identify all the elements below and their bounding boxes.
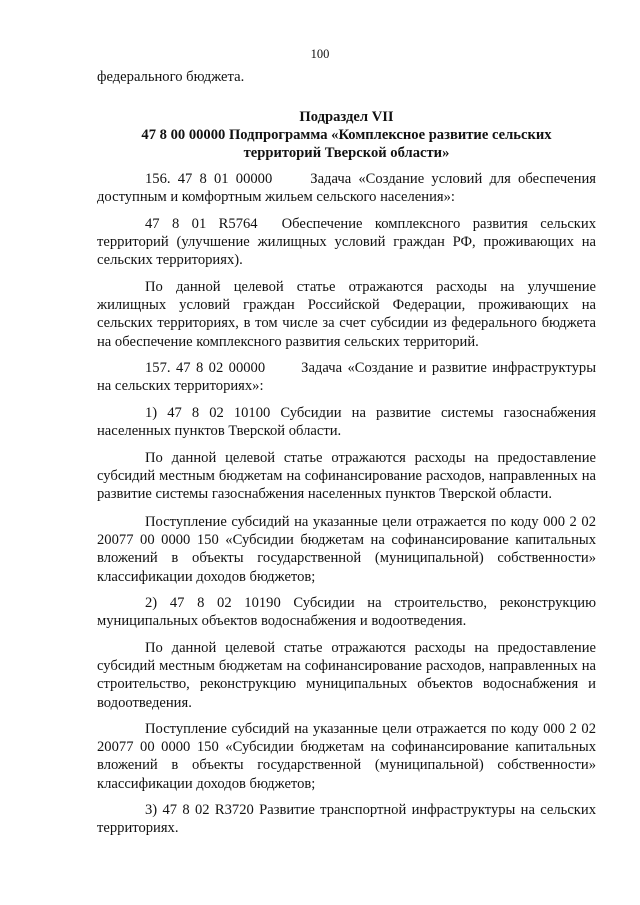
text-157: Задача «Создание и развитие инфраструктуры на сельских территориях»: <box>97 360 596 395</box>
subprogram-title: 47 8 00 00000 Подпрограмма «Комплексное развитие сельских территорий Тверской области» <box>141 127 552 161</box>
carryover-fragment: федерального бюджета. <box>97 69 245 85</box>
code-r5764: 47 8 01 R5764 <box>145 216 258 232</box>
description-r5764: По данной целевой статье отражаются расходы на улучшение жилищных условий граждан Российской Федерации, проживающих на сельских территориях, в том числе за счет субсидии из федерального бюджета на обеспечение комплексного развития сельских территорий. <box>97 279 596 350</box>
article-r5764 <box>97 215 596 270</box>
subsection-title: Подраздел VII <box>299 109 394 125</box>
subitem-2-income: Поступление субсидий на указанные цели отражается по коду 000 2 02 20077 00 0000 150 «Субсидии бюджетам на софинансирование капитальных вложений в объекты государственной (муниципальной) собственности» классификации доходов бюджетов; <box>97 721 596 792</box>
code-156: 156. 47 8 01 00000 <box>145 171 273 187</box>
text-156: Задача «Создание условий для обеспечения доступным и комфортным жильем сельского населения»: <box>97 171 596 206</box>
paragraph-157 <box>97 359 596 395</box>
text-r5764: Обеспечение комплексного развития сельских территорий (улучшение жилищных условий граждан РФ, проживающих на сельских территориях). <box>97 216 596 269</box>
subitem-2-title: 2) 47 8 02 10190 Субсидии на строительство, реконструкцию муниципальных объектов водоснабжения и водоотведения. <box>97 595 596 630</box>
subitem-2-description: По данной целевой статье отражаются расходы на предоставление субсидий местным бюджетам на софинансирование расходов, направленных на строительство, реконструкцию муниципальных объектов водоснабжения и водоотведения. <box>97 640 596 711</box>
subitem-3-title: 3) 47 8 02 R3720 Развитие транспортной инфраструктуры на сельских территориях. <box>97 802 596 837</box>
subitem-1-title: 1) 47 8 02 10100 Субсидии на развитие системы газоснабжения населенных пунктов Тверской области. <box>97 405 596 440</box>
paragraph-156 <box>97 170 596 206</box>
subitem-1-income: Поступление субсидий на указанные цели отражается по коду 000 2 02 20077 00 0000 150 «Субсидии бюджетам на софинансирование капитальных вложений в объекты государственной (муниципальной) собственности» классификации доходов бюджетов; <box>97 514 596 585</box>
subitem-1-description: По данной целевой статье отражаются расходы на предоставление субсидий местным бюджетам на софинансирование расходов, направленных на развитие системы газоснабжения населенных пунктов Тверской области. <box>97 450 596 503</box>
page-number: 100 <box>310 47 330 61</box>
code-157: 157. 47 8 02 00000 <box>145 360 266 376</box>
